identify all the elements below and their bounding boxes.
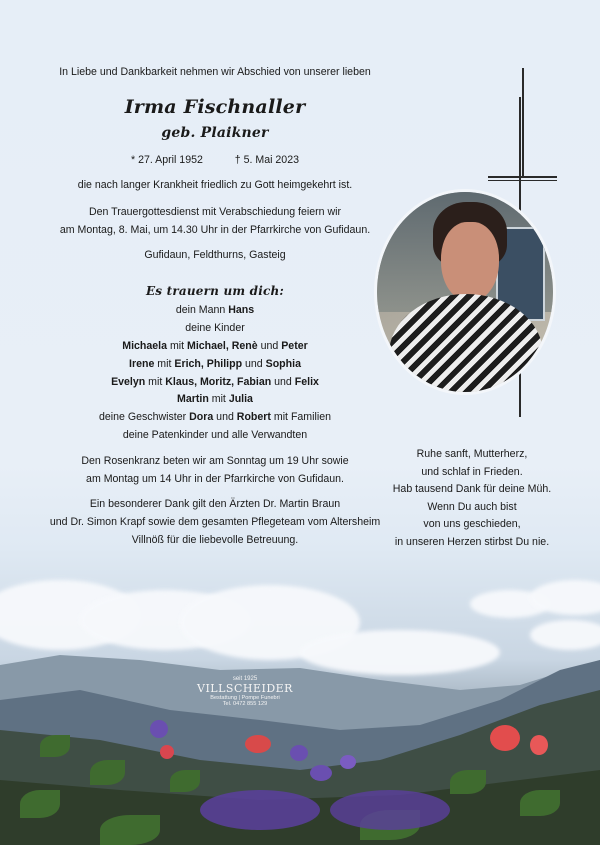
poem-line: von uns geschieden, bbox=[423, 518, 521, 531]
mourner-line-7: deine Geschwister Dora und Robert mit Familien bbox=[99, 411, 331, 423]
poem-line: Ruhe sanft, Mutterherz, bbox=[416, 448, 528, 460]
rosary-line-2: am Montag um 14 Uhr in der Pfarrkirche von Gufidaun. bbox=[86, 473, 344, 485]
mourner-line-3: Michaela mit Michael, Renè und Peter bbox=[122, 340, 308, 352]
thanks-line-2: und Dr. Simon Krapf sowie dem gesamten Pflegeteam vom Altersheim bbox=[49, 516, 381, 528]
poem-line: Hab tausend Dank für deine Müh. bbox=[392, 483, 552, 496]
cross-horizontal-bar-2 bbox=[488, 180, 557, 181]
mourners-heading: Es trauern um dich: bbox=[145, 284, 285, 298]
mourner-line-6: Martin mit Julia bbox=[177, 393, 253, 405]
service-line-2: am Montag, 8. Mai, um 14.30 Uhr in der Pfarrkirche von Gufidaun. bbox=[59, 224, 371, 236]
mourner-line-2: deine Kinder bbox=[185, 322, 245, 334]
deceased-name: Irma Fischnaller bbox=[124, 96, 306, 118]
maiden-name: geb. Plaikner bbox=[161, 125, 269, 141]
memorial-poem bbox=[372, 446, 572, 552]
cross-vertical-bar-2 bbox=[522, 68, 524, 178]
dates-line bbox=[20, 152, 410, 170]
poem-line: Wenn Du auch bist bbox=[427, 500, 517, 513]
rosary-line-1: Den Rosenkranz beten wir am Sonntag um 19 Uhr sowie bbox=[81, 455, 349, 467]
birth-date: * 27. April 1952 bbox=[131, 154, 203, 166]
service-line-1: Den Trauergottesdienst mit Verabschiedung feiern wir bbox=[88, 206, 342, 218]
mourner-line-8: deine Patenkinder und alle Verwandten bbox=[122, 429, 308, 441]
places-line: Gufidaun, Feldthurns, Gasteig bbox=[144, 249, 286, 261]
funeral-home-logo: seit 1925 VILLSCHEIDER Bestattung | Pompe Funebri Tel. 0472 855 129 bbox=[197, 676, 293, 707]
death-date: † 5. Mai 2023 bbox=[234, 154, 299, 166]
mourner-line-1: dein Mann Hans bbox=[175, 304, 255, 316]
mourner-line-4: Irene mit Erich, Philipp und Sophia bbox=[129, 358, 301, 370]
thanks-line-3: Villnöß für die liebevolle Betreuung. bbox=[131, 534, 299, 546]
passing-line: die nach langer Krankheit friedlich zu Gott heimgekehrt ist. bbox=[77, 179, 353, 191]
mourner-line-5: Evelyn mit Klaus, Moritz, Fabian und Felix bbox=[111, 376, 319, 388]
poem-line: in unseren Herzen stirbst Du nie. bbox=[394, 535, 550, 548]
intro-line: In Liebe und Dankbarkeit nehmen wir Abschied von unserer lieben bbox=[59, 66, 371, 78]
thanks-line-1: Ein besonderer Dank gilt den Ärzten Dr. Martin Braun bbox=[89, 498, 341, 510]
cross-horizontal-bar bbox=[488, 176, 557, 178]
poem-line: und schlaf in Frieden. bbox=[421, 465, 523, 478]
